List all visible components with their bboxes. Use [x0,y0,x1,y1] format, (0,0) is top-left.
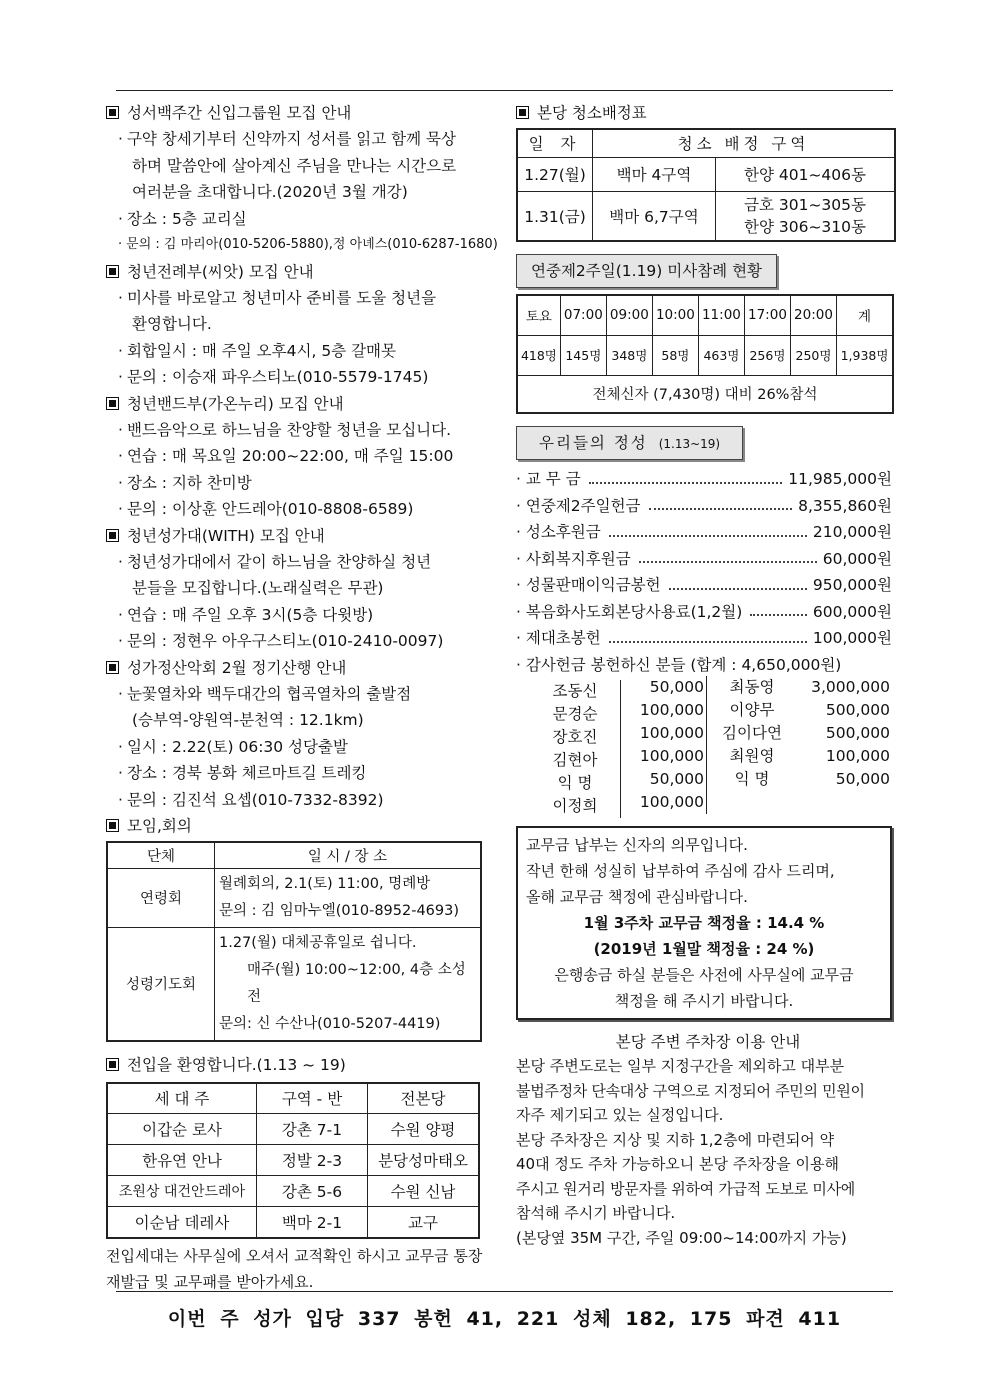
mass-table: 토요 07:00 09:00 10:00 11:00 17:00 20:00 계 418명 145명 348명 58명 463명 256명 250명 1,938명 전체신자 (7,430명) 대비 26%참석 [516,294,894,414]
info-line: 눈꽃열차와 백두대간의 협곡열차의 출발점 [126,684,412,703]
info-line: 장소 : 지하 찬미방 [126,473,252,492]
info-line: 문의 : 이상훈 안드레아(010-8808-6589) [126,500,414,518]
info-line: 분들을 모집합니다.(노래실력은 무관) [132,579,384,597]
bullet-square-icon [516,106,529,119]
offering-item: · 사회복지후원금 60,000원 [516,546,892,573]
table-header: 청소 배정 구역 [593,129,896,157]
bullet-square-icon [106,397,119,410]
offering-item: · 교 무 금 11,985,000원 [516,466,892,493]
cleaning-section [516,100,900,242]
meetings-section [106,813,490,1042]
table-row: 1.31(금) 백마 6,7구역 금호 301~305동 한양 306~310동 [517,191,895,241]
table-header: 구역 - 반 [257,1083,368,1114]
info-line: 문의 : 정현우 아우구스티노(010-2410-0097) [126,632,444,650]
meeting-group: 성령기도회 [107,927,215,1041]
bible-group-section: 성서백주간 신입그룹원 모집 안내 · 구약 창세기부터 신약까지 성서를 읽고 함께 묵상 하며 말씀안에 살아계신 주님을 만나는 시간으로 여러분을 초대합니다.(2020년 3월 개강) · 장소 : 5층 교리실 · 문의 : 김 마리아(010-5206-5880),정 아녜스(010-6287-1680) [106,100,490,259]
info-line: 장소 : 경북 봉화 체르마트길 트레킹 [126,764,367,782]
table-header: 일 자 [517,129,593,157]
right-column [516,100,900,1250]
meeting-group: 연령회 [107,868,215,927]
youth-band-section: 청년밴드부(가온누리) 모집 안내 · 밴드음악으로 하느님을 찬양할 청년을 모십니다. · 연습 : 매 목요일 20:00~22:00, 매 주일 15:00 · 장소 : 지하 찬미방 · 문의 : 이상훈 안드레아(010-8808-6589) [106,391,490,523]
hiking-section: 성가정산악회 2월 정기산행 안내 · 눈꽃열차와 백두대간의 협곡열차의 출발점 (승부역-양원역-분천역 : 12.1km) · 일시 : 2.22(토) 06:30 성당출발 · 장소 : 경북 봉화 체르마트길 트레킹 · 문의 : 김진석 요셉(010-7332-8392) [106,655,490,814]
section-title: 본당 주변 주차장 이용 안내 [615,1033,801,1051]
info-line: 청년성가대에서 같이 하느님을 찬양하실 청년 [126,552,432,571]
offering-item: · 복음화사도회본당사용료(1,2월) 600,000원 [516,599,892,626]
table-row: 1.27(월) 백마 4구역 한양 401~406동 [517,157,895,191]
welcome-table [106,1082,480,1239]
section-title: 전입을 환영합니다.(1.13 ~ 19) [127,1055,346,1074]
table-header: 일 시 / 장 소 [215,842,482,868]
bullet-square-icon [106,529,119,542]
info-line: 미사를 바로알고 청년미사 준비를 도울 청년을 [126,288,437,307]
meeting-detail: 1.27(월) 대체공휴일로 쉽니다. [219,934,417,951]
section-title: 청년밴드부(가온누리) 모집 안내 [127,394,344,413]
section-title: 성가정산악회 2월 정기산행 안내 [127,658,347,677]
info-line: 일시 : 2.22(토) 06:30 성당출발 [126,737,348,756]
box-title: 우리들의 정성 (1.13~19) [516,426,743,460]
section-title: 청년성가대(WITH) 모집 안내 [127,526,325,545]
info-line: 환영합니다. [132,315,212,333]
offering-item: · 성소후원금 210,000원 [516,519,892,546]
tithe-notice: 교무금 납부는 신자의 의무입니다. 작년 한해 성실히 납부하여 주심에 감사 드리며, 올해 교무금 책정에 관심바랍니다. 1월 3주차 교무금 책정율 : 14.4 % (2019년 1월말 책정율 : 24 %) 은행송금 하실 분들은 사전에 사무실에 교무금 책정을 해 주시기 바랍니다. [516,826,892,1020]
bullet-square-icon [106,106,119,119]
meetings-table [106,841,482,1042]
top-rule [116,90,893,91]
youth-liturgy-section: 청년전례부(씨앗) 모집 안내 · 미사를 바로알고 청년미사 준비를 도울 청년을 환영합니다. · 회합일시 : 매 주일 오후4시, 5층 갈매못 · 문의 : 이승재 파우스티노(010-5579-1745) [106,259,490,391]
bullet-square-icon [106,819,119,832]
info-line: 문의 : 이승재 파우스티노(010-5579-1745) [126,368,429,386]
offering-item: · 제대초봉헌 100,000원 [516,625,892,652]
welcome-note: 전입세대는 사무실에 오셔서 교적확인 하시고 교무금 통장 재발급 및 교무패를 받아가세요. [106,1246,483,1291]
info-line: 연습 : 매 주일 오후 3시(5층 다윗방) [126,605,374,624]
section-title: 본당 청소배정표 [537,104,647,122]
table-row: 이갑순 로사 강촌 7-1 수원 양평 [107,1114,479,1145]
info-line: 하며 말씀안에 살아계신 주님을 만나는 시간으로 [132,156,457,175]
bullet-square-icon [106,265,119,278]
left-column [106,100,498,1295]
table-row: 조원상 대건안드레아 강촌 5-6 수원 신남 [107,1176,479,1207]
table-header: 전본당 [368,1083,480,1114]
section-title: 모임,회의 [127,817,192,835]
info-line: 구약 창세기부터 신약까지 성서를 읽고 함께 묵상 [126,130,456,148]
meeting-detail: 문의 : 김 임마누엘(010-8952-4693) [219,902,460,919]
thanks-title: 감사헌금 봉헌하신 분들 (합계 : 4,650,000원) [525,655,842,674]
meeting-detail: 매주(월) 10:00~12:00, 4층 소성전 [247,961,466,1005]
info-line: 연습 : 매 목요일 20:00~22:00, 매 주일 15:00 [126,447,454,465]
table-row: 이순남 데레사 백마 2-1 교구 [107,1207,479,1238]
bullet-square-icon [106,661,119,674]
cleaning-table [516,128,896,242]
table-header: 단체 [107,842,215,868]
offering-item: · 성물판매이익금봉헌 950,000원 [516,572,892,599]
section-title: 청년전례부(씨앗) 모집 안내 [127,262,314,281]
info-line: 여러분을 초대합니다.(2020년 3월 개강) [132,183,408,201]
parking-section: 본당 주변 주차장 이용 안내 본당 주변도로는 일부 지정구간을 제외하고 대부분 불법주정차 단속대상 구역으로 지정되어 주민의 민원이 자주 제기되고 있는 실정입니다. 본당 주차장은 지상 및 지하 1,2층에 마련되어 약 40대 정도 주차 가능하오니 본당 주차장을 이용해 주시고 원거리 방문자를 위하여 가급적 도보로 미사에 참석해 주시기 바랍니다. (본당옆 35M 구간, 주일 09:00~14:00까지 가능) [516,1030,900,1250]
offerings-section: 우리들의 정성 (1.13~19) · 교 무 금 11,985,000원 · 연중제2주일헌금 8,355,860원 · 성소후원금 210,000원 · 사회복지후원금 60,000원 · 성물판매이익금봉헌 950,000원 · 복음화사도회본당사용료(1,2월) 600,000원 · 제대초봉헌 100,000원 · 감사헌금 봉헌하신 분들 (합계 : 4,650,000원) 조동신 문경순 장호진 김현아 익 명 이정희 50,000 100,000 100,000 100,000 50,000 100,000 최동영 이양무 김이다연 최원영 익 명 3,000,000 500,000 500,000 100,000 50,000 [516,426,900,816]
donor-grid: 50,000 100,000 100,000 100,000 50,000 100,000 최동영 이양무 김이다연 최원영 익 명 3,000,000 500,000 500,000 100,000 50,000 [516,676,900,816]
meeting-detail: 월례회의, 2.1(토) 11:00, 명례방 [219,875,431,892]
mass-section [516,254,900,414]
section-title: 성서백주간 신입그룹원 모집 안내 [127,104,352,122]
welcome-section [106,1052,490,1295]
info-line: 문의 : 김 마리아(010-5206-5880),정 아녜스(010-6287-1680) [126,237,498,252]
meeting-detail: 문의: 신 수산나(010-5207-4419) [219,1015,441,1032]
info-line: 회합일시 : 매 주일 오후4시, 5층 갈매못 [126,341,396,360]
info-line: 문의 : 김진석 요셉(010-7332-8392) [126,790,384,809]
info-line: 장소 : 5층 교리실 [126,209,247,228]
bullet-square-icon [106,1058,119,1071]
box-title: 연중제2주일(1.19) 미사참례 현황 [516,254,777,288]
bottom-rule [116,1291,893,1292]
info-line: (승부역-양원역-분천역 : 12.1km) [132,711,364,729]
youth-choir-section: 청년성가대(WITH) 모집 안내 · 청년성가대에서 같이 하느님을 찬양하실 청년 분들을 모집합니다.(노래실력은 무관) · 연습 : 매 주일 오후 3시(5층 다윗방) · 문의 : 정현우 아우구스티노(010-2410-0097) [106,523,490,655]
table-row: 한유연 안나 정발 2-3 분당성마태오 [107,1145,479,1176]
info-line: 밴드음악으로 하느님을 찬양할 청년을 모십니다. [126,420,452,439]
donor-table: 조동신 문경순 장호진 김현아 익 명 이정희 [530,680,621,818]
hymn-footer: 이번 주 성가 입당 337 봉헌 41, 221 성체 182, 175 파견 411 [167,1308,842,1330]
offering-item: · 연중제2주일헌금 8,355,860원 [516,493,892,520]
mass-summary: 전체신자 (7,430명) 대비 26%참석 [517,375,893,413]
table-header: 세 대 주 [107,1083,257,1114]
